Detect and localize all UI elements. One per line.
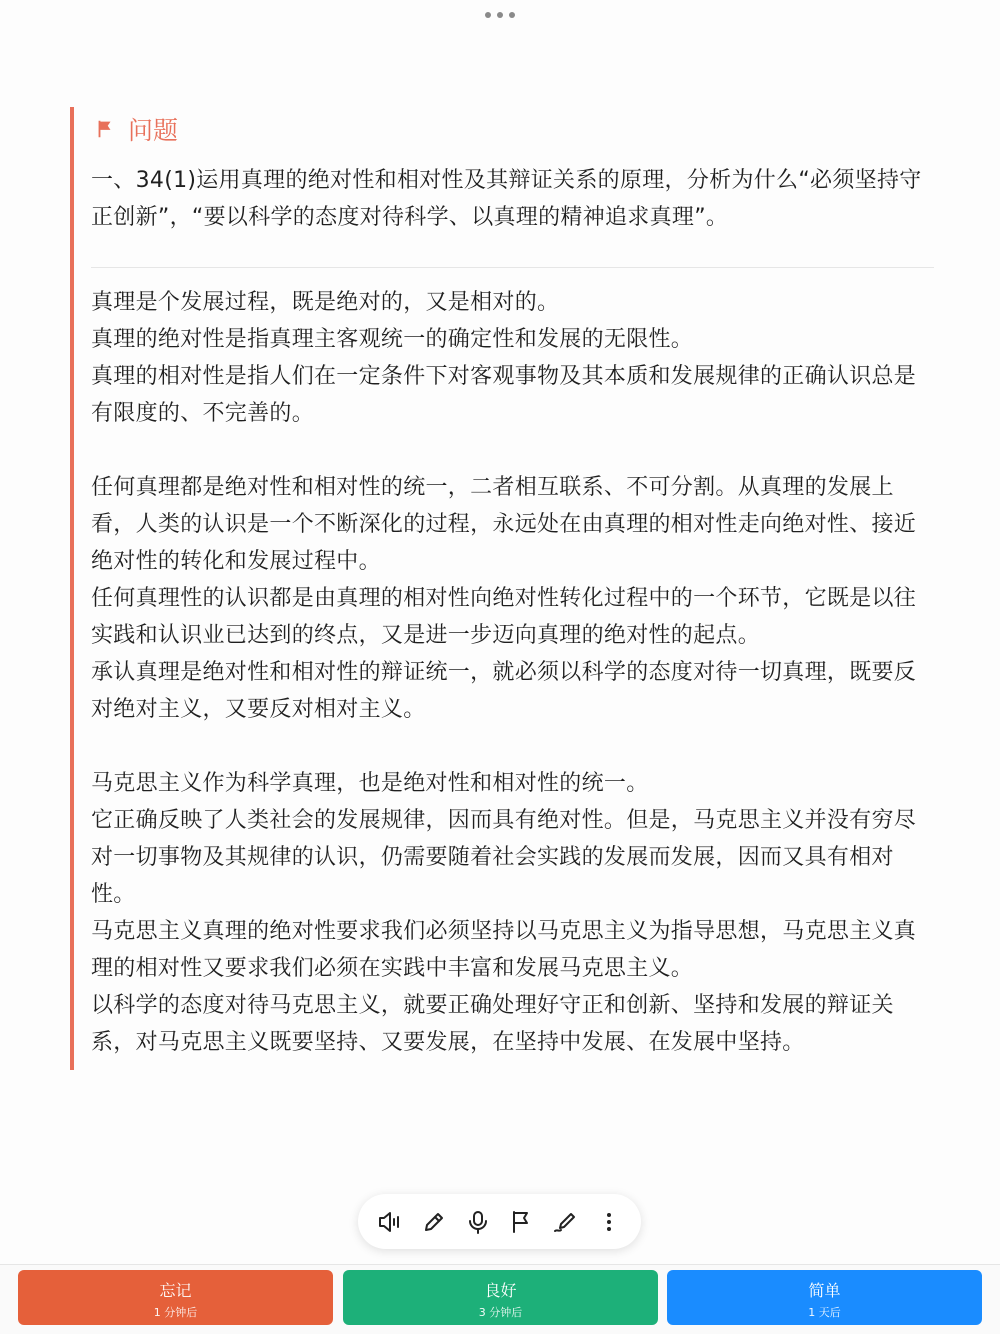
- microphone-icon: [465, 1209, 491, 1235]
- forgot-interval: 1 分钟后: [153, 1306, 198, 1319]
- answer-paragraph: 任何真理性的认识都是由真理的相对性向绝对性转化过程中的一个环节，它既是以往实践和认识业已达到的终点，又是进一步迈向真理的绝对性的起点。: [91, 586, 917, 648]
- easy-button[interactable]: [667, 1270, 982, 1325]
- forgot-label: 忘记: [159, 1281, 192, 1300]
- question-text: 一、34(1)运用真理的绝对性和相对性及其辩证关系的原理，分析为什么“必须坚持守正创新”，“要以科学的态度对待科学、以真理的精神追求真理”。: [91, 168, 922, 230]
- handle-dot: [509, 12, 515, 18]
- handle-dot: [497, 12, 503, 18]
- answer-paragraph: 以科学的态度对待马克思主义，就要正确处理好守正和创新、坚持和发展的辩证关系，对马克思主义既要坚持、又要发展，在坚持中发展、在发展中坚持。: [91, 993, 894, 1055]
- rating-bar: [0, 1264, 1000, 1334]
- answer-paragraph: 真理是个发展过程，既是绝对的，又是相对的。: [91, 290, 560, 315]
- answer-body: [91, 284, 934, 1061]
- pencil-icon: [421, 1209, 447, 1235]
- answer-paragraph: 它正确反映了人类社会的发展规律，因而具有绝对性。但是，马克思主义并没有穷尽对一切事物及其规律的认识，仍需要随着社会实践的发展而发展，因而又具有相对性。: [91, 808, 917, 907]
- question-header: [94, 111, 178, 147]
- good-interval: 3 分钟后: [478, 1306, 523, 1319]
- handle-dot: [485, 12, 491, 18]
- speaker-icon: [377, 1209, 403, 1235]
- drag-handle[interactable]: [485, 9, 515, 21]
- flag-icon: [94, 118, 116, 140]
- easy-label: 简单: [808, 1281, 841, 1300]
- handwriting-button[interactable]: [547, 1204, 583, 1240]
- answer-paragraph: 承认真理是绝对性和相对性的辩证统一，就必须以科学的态度对待一切真理，既要反对绝对主义，又要反对相对主义。: [91, 660, 917, 722]
- answer-paragraph: 真理的绝对性是指真理主客观统一的确定性和发展的无限性。: [91, 327, 694, 352]
- handwriting-icon: [552, 1209, 578, 1235]
- flag-outline-icon: [508, 1209, 534, 1235]
- divider: [91, 267, 934, 268]
- question-card: [70, 107, 931, 1070]
- forgot-button[interactable]: [18, 1270, 333, 1325]
- easy-interval: 1 天后: [808, 1306, 841, 1319]
- answer-paragraph: 任何真理都是绝对性和相对性的统一，二者相互联系、不可分割。从真理的发展上看，人类的认识是一个不断深化的过程，永远处在由真理的相对性走向绝对性、接近绝对性的转化和发展过程中。: [91, 475, 917, 574]
- more-vertical-icon: [596, 1209, 622, 1235]
- flag-button[interactable]: [503, 1204, 539, 1240]
- answer-paragraph: 马克思主义作为科学真理，也是绝对性和相对性的统一。: [91, 771, 649, 796]
- paragraph-gap: [91, 728, 934, 765]
- speaker-button[interactable]: [372, 1204, 408, 1240]
- answer-paragraph: 真理的相对性是指人们在一定条件下对客观事物及其本质和发展规律的正确认识总是有限度的、不完善的。: [91, 364, 917, 426]
- edit-button[interactable]: [416, 1204, 452, 1240]
- answer-paragraph: 马克思主义真理的绝对性要求我们必须坚持以马克思主义为指导思想，马克思主义真理的相对性又要求我们必须在实践中丰富和发展马克思主义。: [91, 919, 917, 981]
- paragraph-gap: [91, 432, 934, 469]
- record-button[interactable]: [460, 1204, 496, 1240]
- good-label: 良好: [484, 1281, 517, 1300]
- good-button[interactable]: [343, 1270, 658, 1325]
- card-toolbar: [358, 1194, 641, 1249]
- more-button[interactable]: [591, 1204, 627, 1240]
- question-title: 问题: [128, 116, 179, 145]
